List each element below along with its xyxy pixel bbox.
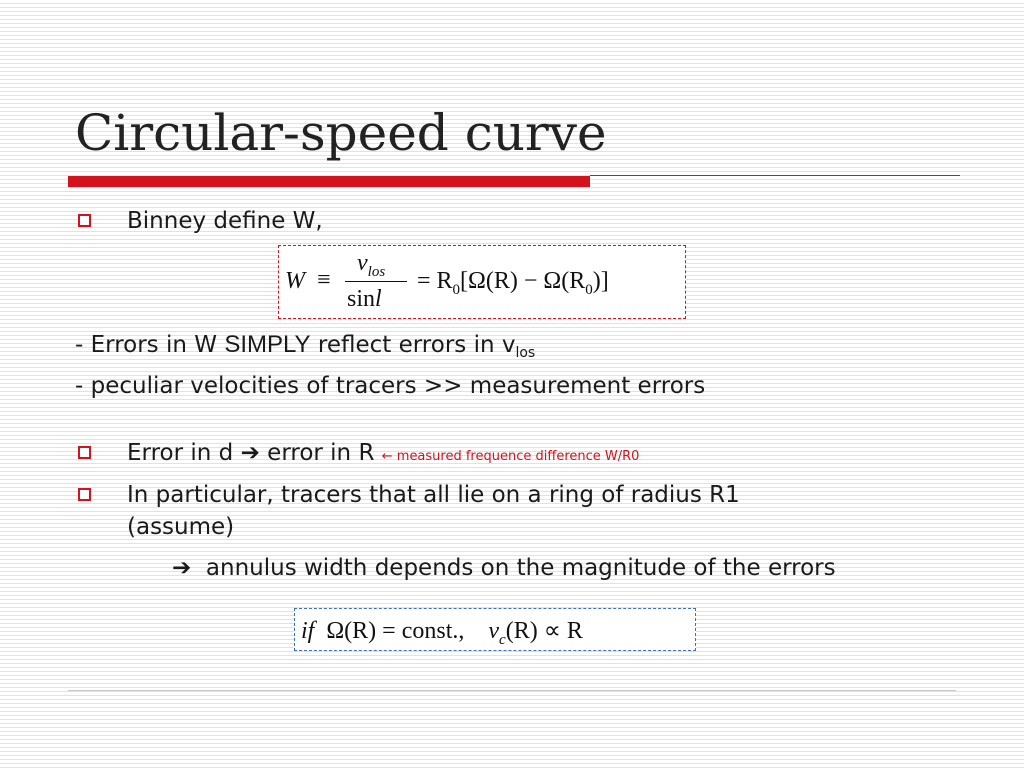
bullet-icon bbox=[78, 214, 91, 227]
eq-omega: if Ω(R) = const., $v_c(R) \propto R$ bbox=[301, 618, 583, 648]
equation-omega-box bbox=[294, 608, 696, 651]
annulus-line: ➔ annulus width depends on the magnitude of the errors bbox=[172, 555, 836, 581]
title-underline-thick bbox=[68, 176, 590, 187]
eq-numerator: $v_{los}$ bbox=[357, 250, 386, 280]
footer-divider bbox=[68, 690, 956, 691]
errors-line: - Errors in W SIMPLY reflect errors in $v_{los}$ bbox=[75, 331, 536, 361]
equation-w-box bbox=[278, 245, 686, 319]
bullet-ring-line2: (assume) bbox=[127, 514, 235, 540]
bullet-error-d: Error in d ➔ error in R ← measured frequence difference W/R0 bbox=[127, 440, 640, 466]
arrow-icon: ➔ bbox=[172, 555, 192, 581]
bullet-binney: Binney define W, bbox=[127, 208, 323, 234]
bullet-icon bbox=[78, 488, 91, 501]
bullet-icon bbox=[78, 446, 91, 459]
fraction-bar bbox=[345, 281, 407, 282]
eq-equiv: ≡ bbox=[317, 267, 331, 293]
peculiar-velocities-line: - peculiar velocities of tracers >> measurement errors bbox=[75, 373, 706, 399]
arrow-icon: ➔ bbox=[240, 440, 260, 466]
eq-denominator: sinl bbox=[347, 286, 382, 312]
slide-title: Circular-speed curve bbox=[75, 104, 607, 162]
frequence-note: ← measured frequence difference W/R0 bbox=[381, 449, 640, 464]
eq-rhs: = $R_0[\Omega(R) - \Omega(R_0)]$ bbox=[417, 268, 609, 298]
eq-w-lhs: W bbox=[285, 268, 305, 294]
title-underline-thin bbox=[590, 175, 960, 176]
bullet-ring-line1: In particular, tracers that all lie on a ring of radius R1 bbox=[127, 482, 740, 508]
